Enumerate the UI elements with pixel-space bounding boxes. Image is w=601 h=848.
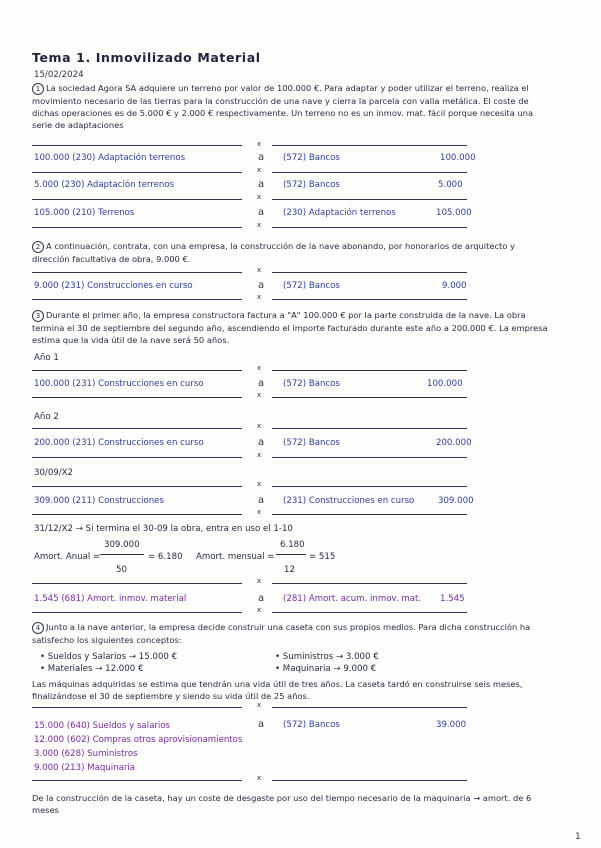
entry-separator [32,397,242,398]
entry-separator [32,583,242,584]
separator-mark: x [257,193,262,201]
amort-entry-left: 1.545 (681) Amort. inmov. material [34,594,187,604]
page-date: 15/02/2024 [34,70,84,80]
a-connector: a [258,152,265,163]
fraction-line [276,554,306,555]
entry-separator [32,457,242,458]
ex3-note: 31/12/X2 → Si termina el 30-09 la obra, entra en uso el 1-10 [34,524,293,534]
entry-separator [32,172,242,173]
entry-separator [272,612,467,613]
ex3-entry-2-amount: 200.000 [436,438,472,448]
entry-separator [272,370,467,371]
entry-separator [272,145,467,146]
ex1-statement [32,82,552,131]
a-connector: a [258,437,265,448]
ex3-entry-2-right: (572) Bancos [283,438,340,448]
entry-separator [272,272,467,273]
ex4-item-materials: • Materiales → 12.000 € [40,664,144,674]
separator-mark: x [257,140,262,148]
ex1-text: La sociedad Agora SA adquiere un terreno por valor de 100.000 €. Para adaptar y poder utilizar el terreno, realiza el movimiento necesario de las tierras para la construcción de una nave y cierra la parcela con valla metálica. El coste de dichas operaciones es de 5.000 € y 2.000 € respectivamente. Un terreno no es un inmov. mat. fácil porque necesita una serie de adaptaciones [32,83,534,130]
separator-mark: x [257,391,262,399]
ex1-entry-3-amount: 105.000 [436,208,472,218]
entry-separator [272,428,467,429]
ex1-entry-3-right: (230) Adaptación terrenos [283,208,396,218]
ex3-entry-3-right: (231) Construcciones en curso [283,496,415,506]
a-connector: a [258,207,265,218]
ex4-entry-supplies: 3.000 (628) Suministros [34,749,138,759]
ex1-entry-2-amount: 5.000 [438,180,463,190]
entry-separator [272,457,467,458]
ex4-entry-salaries: 15.000 (640) Sueldos y salarios [34,721,171,731]
separator-mark: x [257,480,262,488]
separator-mark: x [257,422,262,430]
entry-separator [272,780,467,781]
ex2-statement [32,240,552,265]
amort-annual-numerator: 309.000 [104,540,140,550]
ex1-entry-1-left: 100.000 (230) Adaptación terrenos [34,153,186,163]
amort-monthly-result: = 515 [309,552,336,562]
ex3-entry-1-right: (572) Bancos [283,379,340,389]
ex4-item-machinery: • Maquinaria → 9.000 € [275,664,377,674]
ex4-closing: De la construcción de la caseta, hay un coste de desgaste por uso del tiempo necesario de la maquinaria → amort. de 6 meses [32,793,532,815]
ex1-entry-2-right: (572) Bancos [283,180,340,190]
separator-mark: x [257,606,262,614]
ex3-statement [32,309,552,346]
entry-separator [32,370,242,371]
ex1-entry-1-right: (572) Bancos [283,153,340,163]
amort-annual-label: Amort. Anual = [34,552,101,562]
entry-separator [32,299,242,300]
ex4-item-supplies: • Suministros → 3.000 € [275,652,379,662]
ex4-text2: Las máquinas adquiridas se estima que tendrán una vida útil de tres años. La caseta tardó en construirse seis meses, finalizándose el 30 de septiembre y siendo su vida útil de 25 años. [32,679,523,701]
ex3-entry-1-amount: 100.000 [427,379,463,389]
entry-separator [272,486,467,487]
entry-separator [32,612,242,613]
entry-separator [272,707,467,708]
separator-mark: x [257,774,262,782]
ex3-entry-3-amount: 309.000 [438,496,474,506]
entry-separator [32,272,242,273]
a-connector: a [258,280,265,291]
ex4-item-salaries: • Sueldos y Salarios → 15.000 € [40,652,178,662]
page-title: Tema 1. Inmovilizado Material [32,50,261,65]
entry-separator [32,428,242,429]
ex1-entry-1-amount: 100.000 [440,153,476,163]
amort-annual-denominator: 50 [116,565,127,575]
a-connector: a [258,495,265,506]
entry-separator [32,780,242,781]
ex2-entry-1-left: 9.000 (231) Construcciones en curso [34,281,193,291]
a-connector: a [258,179,265,190]
amort-monthly-numerator: 6.180 [280,540,305,550]
ex4-number: 4 [32,622,44,634]
entry-separator [272,514,467,515]
separator-mark: x [257,293,262,301]
ex1-entry-3-left: 105.000 (210) Terrenos [34,208,135,218]
separator-mark: x [257,364,262,372]
page-number: 1 [575,832,581,842]
amort-annual-result: = 6.180 [148,552,183,562]
ex4-entry-machinery: 9.000 (213) Maquinaria [34,763,136,773]
entry-separator [32,145,242,146]
entry-separator [272,397,467,398]
ex4-entry-amount: 39.000 [436,720,467,730]
ex1-number: 1 [32,83,44,95]
entry-separator [32,514,242,515]
separator-mark: x [257,266,262,274]
amort-monthly-label: Amort. mensual = [196,552,275,562]
ex1-entry-2-left: 5.000 (230) Adaptación terrenos [34,180,175,190]
ex2-entry-1-amount: 9.000 [442,281,467,291]
ex3-year2-label: Año 2 [34,412,59,422]
ex3-entry-2-left: 200.000 (231) Construcciones en curso [34,438,204,448]
amort-entry-amount: 1.545 [440,594,465,604]
a-connector: a [258,719,265,730]
separator-mark: x [257,577,262,585]
ex2-entry-1-right: (572) Bancos [283,281,340,291]
separator-mark: x [257,221,262,229]
entry-separator [272,172,467,173]
amort-entry-right: (281) Amort. acum. inmov. mat. [283,594,422,604]
separator-mark: x [257,508,262,516]
ex2-text: A continuación, contrata, con una empresa, la construcción de la nave abonando, por honorarios de arquitecto y dirección facultativa de obra, 9.000 €. [32,241,515,264]
entry-separator [32,486,242,487]
ex4-entry-purchases: 12.000 (602) Compras otros aprovisionamientos [34,735,243,745]
amort-monthly-denominator: 12 [284,565,295,575]
ex4-statement [32,621,552,646]
ex4-entry-right: (572) Bancos [283,720,340,730]
entry-separator [32,199,242,200]
ex3-year1-label: Año 1 [34,353,59,363]
a-connector: a [258,593,265,604]
separator-mark: x [257,166,262,174]
entry-separator [272,583,467,584]
ex3-entry-3-left: 309.000 (211) Construcciones [34,496,164,506]
entry-separator [272,299,467,300]
separator-mark: x [257,451,262,459]
ex3-number: 3 [32,310,44,322]
entry-separator [32,707,242,708]
ex2-number: 2 [32,241,44,253]
entry-separator [32,227,242,228]
ex3-entry-1-left: 100.000 (231) Construcciones en curso [34,379,204,389]
entry-separator [272,227,467,228]
separator-mark: x [257,701,262,709]
a-connector: a [258,378,265,389]
ex3-text: Durante el primer año, la empresa constructora factura a "A" 100.000 € por la parte construida de la nave. La obra termina el 30 de septiembre del segundo año, ascendiendo el importe facturado durante este año a 200.000 €. La empresa estima que la vida útil de la nave será 50 años. [32,310,548,345]
fraction-line [100,554,144,555]
ex4-text: Junto a la nave anterior, la empresa decide construir una caseta con sus propios medios. Para dicha construcción ha satisfecho los siguientes conceptos: [32,622,531,645]
ex3-date-label: 30/09/X2 [34,468,74,478]
entry-separator [272,199,467,200]
